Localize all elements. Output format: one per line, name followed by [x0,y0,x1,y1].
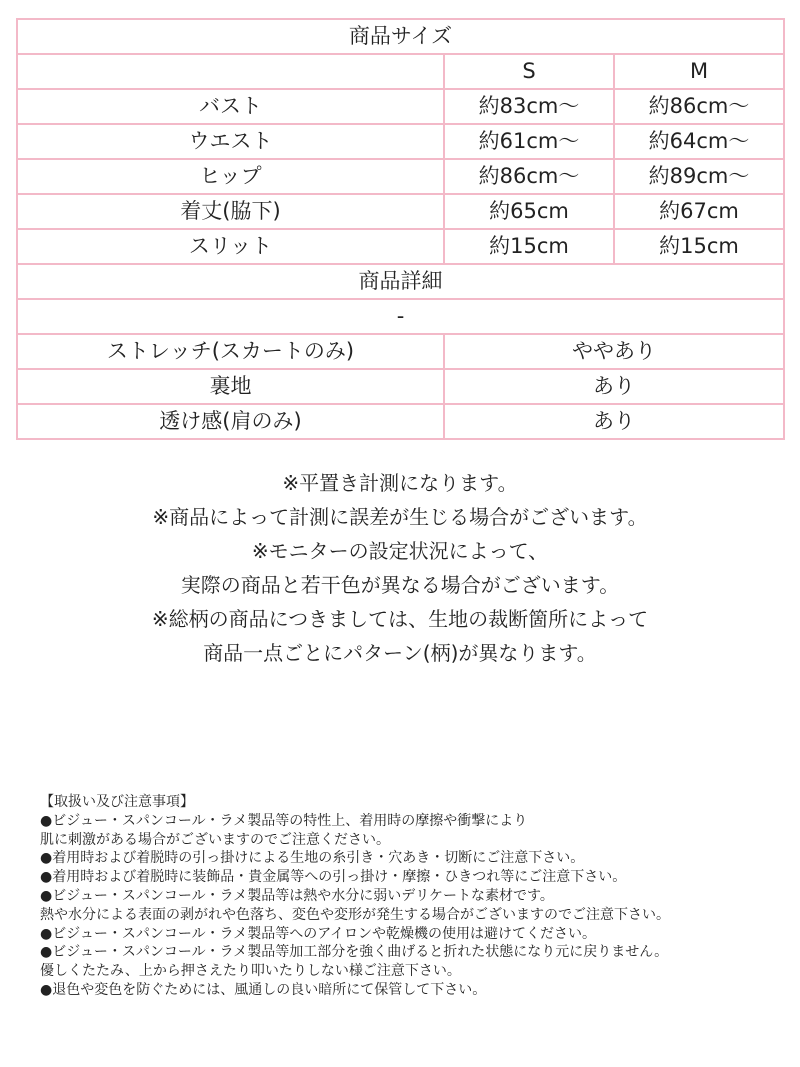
measurement-m: 約64cm～ [614,124,784,159]
measurement-m: 約15cm [614,229,784,264]
detail-label: 透け感(肩のみ) [17,404,444,439]
care-line: 肌に刺激がある場合がございますのでご注意ください。 [40,831,390,848]
measurement-s: 約61cm～ [444,124,614,159]
detail-row [17,334,784,369]
detail-label: 裏地 [17,369,444,404]
measurement-label: バスト [17,89,444,124]
measurement-notes [0,466,800,670]
care-line: ●ビジュー・スパンコール・ラメ製品等加工部分を強く曲げると折れた状態になり元に戻りません。 [40,944,669,961]
measurement-row [17,229,784,264]
note-line: ※総柄の商品につきましては、生地の裁断箇所によって [151,607,649,631]
care-heading: 【取扱い及び注意事項】 [40,794,194,810]
care-line: ●退色や変色を防ぐためには、風通しの良い暗所にて保管して下さい。 [40,981,487,998]
care-line: ●ビジュー・スパンコール・ラメ製品等へのアイロンや乾燥機の使用は避けてください。 [40,925,596,942]
measurement-m: 約67cm [614,194,784,229]
detail-value: - [17,299,784,334]
measurement-s: 約65cm [444,194,614,229]
measurement-s: 約86cm～ [444,159,614,194]
note-line: ※商品によって計測に誤差が生じる場合がございます。 [152,505,648,529]
measurement-row [17,124,784,159]
detail-title-row [17,264,784,299]
measurement-label: ヒップ [17,159,444,194]
detail-label: ストレッチ(スカートのみ) [17,334,444,369]
size-header-s: S [444,54,614,89]
detail-row-value: あり [444,369,784,404]
size-header-empty [17,54,444,89]
measurement-row [17,194,784,229]
note-line: ※モニターの設定状況によって、 [251,539,549,563]
measurement-row [17,159,784,194]
size-table-title: 商品サイズ [17,19,784,54]
note-line: ※平置き計測になります。 [282,471,518,495]
size-title-row [17,19,784,54]
measurement-row [17,89,784,124]
care-line: ●ビジュー・スパンコール・ラメ製品等の特性上、着用時の摩擦や衝撃により [40,812,528,829]
measurement-label: 着丈(脇下) [17,194,444,229]
care-instructions [40,793,670,1000]
size-header-m: M [614,54,784,89]
detail-title: 商品詳細 [17,264,784,299]
detail-value-row [17,299,784,334]
detail-row-value: あり [444,404,784,439]
care-line: ●着用時および着脱時に装飾品・貴金属等への引っ掛け・摩擦・ひきつれ等にご注意下さい。 [40,869,627,886]
measurement-s: 約83cm～ [444,89,614,124]
care-line: 熱や水分による表面の剥がれや色落ち、変色や変形が発生する場合がございますのでご注意下さい。 [40,906,670,923]
detail-row [17,369,784,404]
care-line: 優しくたたみ、上から押さえたり叩いたりしない様ご注意下さい。 [40,963,461,980]
measurement-m: 約86cm～ [614,89,784,124]
measurement-label: スリット [17,229,444,264]
detail-row-value: ややあり [444,334,784,369]
care-line: ●着用時および着脱時の引っ掛けによる生地の糸引き・穴あき・切断にご注意下さい。 [40,850,585,867]
measurement-label: ウエスト [17,124,444,159]
note-line: 商品一点ごとにパターン(柄)が異なります。 [203,641,597,665]
size-header-row [17,54,784,89]
detail-row [17,404,784,439]
size-table [16,18,785,440]
care-line: ●ビジュー・スパンコール・ラメ製品等は熱や水分に弱いデリケートな素材です。 [40,887,554,904]
measurement-m: 約89cm～ [614,159,784,194]
note-line: 実際の商品と若干色が異なる場合がございます。 [180,573,620,597]
size-table-body [17,19,784,439]
measurement-s: 約15cm [444,229,614,264]
